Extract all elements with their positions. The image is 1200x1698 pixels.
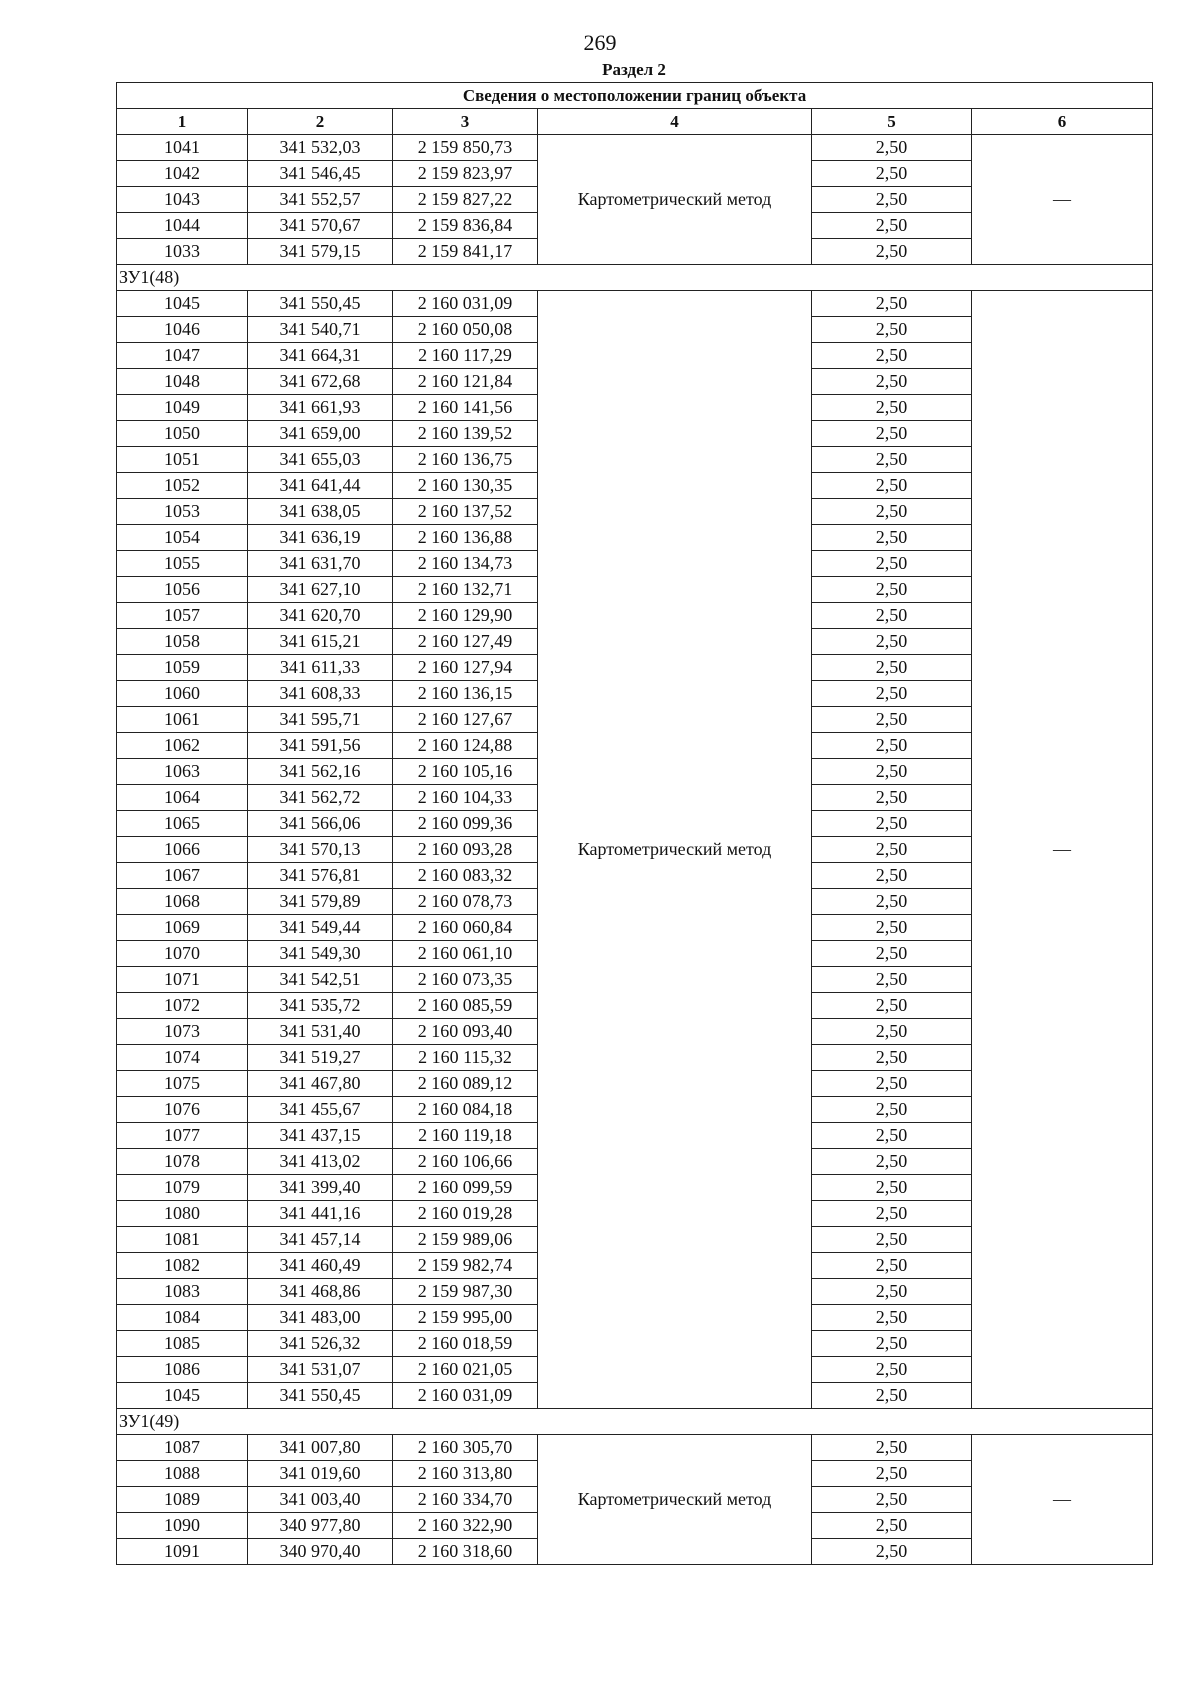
y-coordinate-cell: 2 159 850,73 xyxy=(393,135,538,161)
point-number-cell: 1056 xyxy=(117,577,248,603)
point-number-cell: 1045 xyxy=(117,291,248,317)
y-coordinate-cell: 2 160 134,73 xyxy=(393,551,538,577)
x-coordinate-cell: 341 579,89 xyxy=(248,889,393,915)
precision-cell: 2,50 xyxy=(812,863,972,889)
point-number-cell: 1042 xyxy=(117,161,248,187)
precision-cell: 2,50 xyxy=(812,1461,972,1487)
point-number-cell: 1086 xyxy=(117,1357,248,1383)
y-coordinate-cell: 2 160 093,40 xyxy=(393,1019,538,1045)
precision-cell: 2,50 xyxy=(812,1201,972,1227)
method-cell: Картометрический метод xyxy=(538,1435,812,1565)
y-coordinate-cell: 2 160 136,75 xyxy=(393,447,538,473)
precision-cell: 2,50 xyxy=(812,733,972,759)
precision-cell: 2,50 xyxy=(812,551,972,577)
y-coordinate-cell: 2 159 995,00 xyxy=(393,1305,538,1331)
x-coordinate-cell: 341 579,15 xyxy=(248,239,393,265)
section-title: Раздел 2 xyxy=(602,60,666,79)
point-number-cell: 1053 xyxy=(117,499,248,525)
x-coordinate-cell: 341 631,70 xyxy=(248,551,393,577)
point-number-cell: 1069 xyxy=(117,915,248,941)
table-row xyxy=(117,291,1153,317)
x-coordinate-cell: 341 591,56 xyxy=(248,733,393,759)
precision-cell: 2,50 xyxy=(812,1045,972,1071)
precision-cell: 2,50 xyxy=(812,161,972,187)
table-caption: Сведения о местоположении границ объекта xyxy=(117,83,1153,109)
column6-cell: — xyxy=(972,135,1153,265)
y-coordinate-cell: 2 160 104,33 xyxy=(393,785,538,811)
precision-cell: 2,50 xyxy=(812,499,972,525)
point-number-cell: 1045 xyxy=(117,1383,248,1409)
precision-cell: 2,50 xyxy=(812,603,972,629)
y-coordinate-cell: 2 160 127,94 xyxy=(393,655,538,681)
precision-cell: 2,50 xyxy=(812,1383,972,1409)
precision-cell: 2,50 xyxy=(812,655,972,681)
point-number-cell: 1088 xyxy=(117,1461,248,1487)
column-header: 2 xyxy=(248,109,393,135)
point-number-cell: 1078 xyxy=(117,1149,248,1175)
x-coordinate-cell: 341 019,60 xyxy=(248,1461,393,1487)
y-coordinate-cell: 2 160 031,09 xyxy=(393,291,538,317)
y-coordinate-cell: 2 160 139,52 xyxy=(393,421,538,447)
method-cell: Картометрический метод xyxy=(538,291,812,1409)
point-number-cell: 1073 xyxy=(117,1019,248,1045)
x-coordinate-cell: 341 664,31 xyxy=(248,343,393,369)
precision-cell: 2,50 xyxy=(812,1175,972,1201)
point-number-cell: 1071 xyxy=(117,967,248,993)
y-coordinate-cell: 2 160 132,71 xyxy=(393,577,538,603)
y-coordinate-cell: 2 160 019,28 xyxy=(393,1201,538,1227)
column-header-row xyxy=(117,109,1153,135)
point-number-cell: 1061 xyxy=(117,707,248,733)
group-label-row xyxy=(117,1409,1153,1435)
point-number-cell: 1062 xyxy=(117,733,248,759)
precision-cell: 2,50 xyxy=(812,915,972,941)
x-coordinate-cell: 341 576,81 xyxy=(248,863,393,889)
y-coordinate-cell: 2 160 136,15 xyxy=(393,681,538,707)
column-header: 5 xyxy=(812,109,972,135)
y-coordinate-cell: 2 159 982,74 xyxy=(393,1253,538,1279)
precision-cell: 2,50 xyxy=(812,369,972,395)
y-coordinate-cell: 2 159 841,17 xyxy=(393,239,538,265)
x-coordinate-cell: 341 636,19 xyxy=(248,525,393,551)
precision-cell: 2,50 xyxy=(812,213,972,239)
point-number-cell: 1051 xyxy=(117,447,248,473)
x-coordinate-cell: 341 526,32 xyxy=(248,1331,393,1357)
y-coordinate-cell: 2 160 099,59 xyxy=(393,1175,538,1201)
y-coordinate-cell: 2 160 084,18 xyxy=(393,1097,538,1123)
x-coordinate-cell: 341 570,13 xyxy=(248,837,393,863)
x-coordinate-cell: 341 413,02 xyxy=(248,1149,393,1175)
point-number-cell: 1041 xyxy=(117,135,248,161)
point-number-cell: 1048 xyxy=(117,369,248,395)
x-coordinate-cell: 341 531,07 xyxy=(248,1357,393,1383)
y-coordinate-cell: 2 160 061,10 xyxy=(393,941,538,967)
precision-cell: 2,50 xyxy=(812,1305,972,1331)
y-coordinate-cell: 2 160 099,36 xyxy=(393,811,538,837)
precision-cell: 2,50 xyxy=(812,343,972,369)
precision-cell: 2,50 xyxy=(812,187,972,213)
x-coordinate-cell: 341 562,72 xyxy=(248,785,393,811)
y-coordinate-cell: 2 160 083,32 xyxy=(393,863,538,889)
precision-cell: 2,50 xyxy=(812,1097,972,1123)
x-coordinate-cell: 341 546,45 xyxy=(248,161,393,187)
point-number-cell: 1087 xyxy=(117,1435,248,1461)
y-coordinate-cell: 2 160 121,84 xyxy=(393,369,538,395)
point-number-cell: 1075 xyxy=(117,1071,248,1097)
point-number-cell: 1059 xyxy=(117,655,248,681)
x-coordinate-cell: 341 003,40 xyxy=(248,1487,393,1513)
precision-cell: 2,50 xyxy=(812,135,972,161)
column6-cell: — xyxy=(972,1435,1153,1565)
precision-cell: 2,50 xyxy=(812,1357,972,1383)
x-coordinate-cell: 340 970,40 xyxy=(248,1539,393,1565)
x-coordinate-cell: 341 552,57 xyxy=(248,187,393,213)
precision-cell: 2,50 xyxy=(812,1487,972,1513)
y-coordinate-cell: 2 160 305,70 xyxy=(393,1435,538,1461)
precision-cell: 2,50 xyxy=(812,1019,972,1045)
point-number-cell: 1033 xyxy=(117,239,248,265)
y-coordinate-cell: 2 160 124,88 xyxy=(393,733,538,759)
group-label-row xyxy=(117,265,1153,291)
point-number-cell: 1085 xyxy=(117,1331,248,1357)
point-number-cell: 1049 xyxy=(117,395,248,421)
point-number-cell: 1081 xyxy=(117,1227,248,1253)
y-coordinate-cell: 2 159 823,97 xyxy=(393,161,538,187)
precision-cell: 2,50 xyxy=(812,1071,972,1097)
x-coordinate-cell: 341 007,80 xyxy=(248,1435,393,1461)
y-coordinate-cell: 2 160 130,35 xyxy=(393,473,538,499)
point-number-cell: 1046 xyxy=(117,317,248,343)
y-coordinate-cell: 2 160 021,05 xyxy=(393,1357,538,1383)
precision-cell: 2,50 xyxy=(812,811,972,837)
precision-cell: 2,50 xyxy=(812,395,972,421)
point-number-cell: 1044 xyxy=(117,213,248,239)
precision-cell: 2,50 xyxy=(812,1149,972,1175)
x-coordinate-cell: 341 483,00 xyxy=(248,1305,393,1331)
x-coordinate-cell: 341 608,33 xyxy=(248,681,393,707)
precision-cell: 2,50 xyxy=(812,941,972,967)
x-coordinate-cell: 341 627,10 xyxy=(248,577,393,603)
point-number-cell: 1060 xyxy=(117,681,248,707)
precision-cell: 2,50 xyxy=(812,1227,972,1253)
point-number-cell: 1055 xyxy=(117,551,248,577)
x-coordinate-cell: 341 542,51 xyxy=(248,967,393,993)
y-coordinate-cell: 2 160 089,12 xyxy=(393,1071,538,1097)
precision-cell: 2,50 xyxy=(812,1279,972,1305)
page-number: 269 xyxy=(583,30,617,55)
x-coordinate-cell: 341 531,40 xyxy=(248,1019,393,1045)
precision-cell: 2,50 xyxy=(812,291,972,317)
precision-cell: 2,50 xyxy=(812,707,972,733)
x-coordinate-cell: 341 441,16 xyxy=(248,1201,393,1227)
x-coordinate-cell: 341 549,30 xyxy=(248,941,393,967)
point-number-cell: 1079 xyxy=(117,1175,248,1201)
point-number-cell: 1068 xyxy=(117,889,248,915)
x-coordinate-cell: 341 659,00 xyxy=(248,421,393,447)
y-coordinate-cell: 2 159 836,84 xyxy=(393,213,538,239)
precision-cell: 2,50 xyxy=(812,447,972,473)
x-coordinate-cell: 341 467,80 xyxy=(248,1071,393,1097)
y-coordinate-cell: 2 160 060,84 xyxy=(393,915,538,941)
precision-cell: 2,50 xyxy=(812,525,972,551)
point-number-cell: 1070 xyxy=(117,941,248,967)
x-coordinate-cell: 341 595,71 xyxy=(248,707,393,733)
y-coordinate-cell: 2 160 318,60 xyxy=(393,1539,538,1565)
x-coordinate-cell: 341 655,03 xyxy=(248,447,393,473)
x-coordinate-cell: 341 519,27 xyxy=(248,1045,393,1071)
precision-cell: 2,50 xyxy=(812,681,972,707)
y-coordinate-cell: 2 160 050,08 xyxy=(393,317,538,343)
x-coordinate-cell: 341 672,68 xyxy=(248,369,393,395)
y-coordinate-cell: 2 160 117,29 xyxy=(393,343,538,369)
column-header: 6 xyxy=(972,109,1153,135)
method-cell: Картометрический метод xyxy=(538,135,812,265)
point-number-cell: 1064 xyxy=(117,785,248,811)
y-coordinate-cell: 2 160 313,80 xyxy=(393,1461,538,1487)
y-coordinate-cell: 2 160 106,66 xyxy=(393,1149,538,1175)
x-coordinate-cell: 341 570,67 xyxy=(248,213,393,239)
column6-cell: — xyxy=(972,291,1153,1409)
x-coordinate-cell: 341 641,44 xyxy=(248,473,393,499)
precision-cell: 2,50 xyxy=(812,759,972,785)
precision-cell: 2,50 xyxy=(812,1539,972,1565)
point-number-cell: 1067 xyxy=(117,863,248,889)
point-number-cell: 1074 xyxy=(117,1045,248,1071)
x-coordinate-cell: 341 468,86 xyxy=(248,1279,393,1305)
point-number-cell: 1089 xyxy=(117,1487,248,1513)
point-number-cell: 1043 xyxy=(117,187,248,213)
precision-cell: 2,50 xyxy=(812,239,972,265)
x-coordinate-cell: 341 460,49 xyxy=(248,1253,393,1279)
y-coordinate-cell: 2 160 093,28 xyxy=(393,837,538,863)
precision-cell: 2,50 xyxy=(812,317,972,343)
precision-cell: 2,50 xyxy=(812,967,972,993)
x-coordinate-cell: 341 620,70 xyxy=(248,603,393,629)
x-coordinate-cell: 341 562,16 xyxy=(248,759,393,785)
point-number-cell: 1076 xyxy=(117,1097,248,1123)
point-number-cell: 1082 xyxy=(117,1253,248,1279)
point-number-cell: 1052 xyxy=(117,473,248,499)
precision-cell: 2,50 xyxy=(812,993,972,1019)
column-header: 3 xyxy=(393,109,538,135)
precision-cell: 2,50 xyxy=(812,1123,972,1149)
boundary-coordinates-table xyxy=(116,82,1153,1565)
precision-cell: 2,50 xyxy=(812,421,972,447)
table-body xyxy=(117,135,1153,1565)
y-coordinate-cell: 2 160 127,49 xyxy=(393,629,538,655)
point-number-cell: 1057 xyxy=(117,603,248,629)
precision-cell: 2,50 xyxy=(812,629,972,655)
precision-cell: 2,50 xyxy=(812,785,972,811)
point-number-cell: 1084 xyxy=(117,1305,248,1331)
x-coordinate-cell: 341 455,67 xyxy=(248,1097,393,1123)
column-header: 4 xyxy=(538,109,812,135)
y-coordinate-cell: 2 160 141,56 xyxy=(393,395,538,421)
x-coordinate-cell: 341 399,40 xyxy=(248,1175,393,1201)
point-number-cell: 1072 xyxy=(117,993,248,1019)
point-number-cell: 1063 xyxy=(117,759,248,785)
y-coordinate-cell: 2 160 085,59 xyxy=(393,993,538,1019)
y-coordinate-cell: 2 160 073,35 xyxy=(393,967,538,993)
table-row xyxy=(117,1435,1153,1461)
point-number-cell: 1058 xyxy=(117,629,248,655)
point-number-cell: 1047 xyxy=(117,343,248,369)
precision-cell: 2,50 xyxy=(812,837,972,863)
y-coordinate-cell: 2 160 334,70 xyxy=(393,1487,538,1513)
point-number-cell: 1083 xyxy=(117,1279,248,1305)
precision-cell: 2,50 xyxy=(812,1435,972,1461)
y-coordinate-cell: 2 160 119,18 xyxy=(393,1123,538,1149)
x-coordinate-cell: 341 566,06 xyxy=(248,811,393,837)
y-coordinate-cell: 2 160 127,67 xyxy=(393,707,538,733)
x-coordinate-cell: 341 550,45 xyxy=(248,1383,393,1409)
x-coordinate-cell: 341 638,05 xyxy=(248,499,393,525)
group-label: ЗУ1(49) xyxy=(117,1409,1153,1435)
y-coordinate-cell: 2 160 137,52 xyxy=(393,499,538,525)
x-coordinate-cell: 341 437,15 xyxy=(248,1123,393,1149)
point-number-cell: 1077 xyxy=(117,1123,248,1149)
point-number-cell: 1065 xyxy=(117,811,248,837)
y-coordinate-cell: 2 160 018,59 xyxy=(393,1331,538,1357)
y-coordinate-cell: 2 159 987,30 xyxy=(393,1279,538,1305)
y-coordinate-cell: 2 159 827,22 xyxy=(393,187,538,213)
point-number-cell: 1090 xyxy=(117,1513,248,1539)
y-coordinate-cell: 2 160 031,09 xyxy=(393,1383,538,1409)
x-coordinate-cell: 341 611,33 xyxy=(248,655,393,681)
precision-cell: 2,50 xyxy=(812,1253,972,1279)
y-coordinate-cell: 2 160 078,73 xyxy=(393,889,538,915)
point-number-cell: 1066 xyxy=(117,837,248,863)
y-coordinate-cell: 2 159 989,06 xyxy=(393,1227,538,1253)
y-coordinate-cell: 2 160 105,16 xyxy=(393,759,538,785)
column-header: 1 xyxy=(117,109,248,135)
point-number-cell: 1054 xyxy=(117,525,248,551)
x-coordinate-cell: 341 540,71 xyxy=(248,317,393,343)
y-coordinate-cell: 2 160 136,88 xyxy=(393,525,538,551)
point-number-cell: 1080 xyxy=(117,1201,248,1227)
point-number-cell: 1050 xyxy=(117,421,248,447)
x-coordinate-cell: 340 977,80 xyxy=(248,1513,393,1539)
group-label: ЗУ1(48) xyxy=(117,265,1153,291)
y-coordinate-cell: 2 160 129,90 xyxy=(393,603,538,629)
precision-cell: 2,50 xyxy=(812,1331,972,1357)
table-row xyxy=(117,135,1153,161)
x-coordinate-cell: 341 661,93 xyxy=(248,395,393,421)
x-coordinate-cell: 341 532,03 xyxy=(248,135,393,161)
precision-cell: 2,50 xyxy=(812,889,972,915)
x-coordinate-cell: 341 550,45 xyxy=(248,291,393,317)
precision-cell: 2,50 xyxy=(812,1513,972,1539)
x-coordinate-cell: 341 615,21 xyxy=(248,629,393,655)
x-coordinate-cell: 341 535,72 xyxy=(248,993,393,1019)
y-coordinate-cell: 2 160 115,32 xyxy=(393,1045,538,1071)
precision-cell: 2,50 xyxy=(812,577,972,603)
y-coordinate-cell: 2 160 322,90 xyxy=(393,1513,538,1539)
point-number-cell: 1091 xyxy=(117,1539,248,1565)
x-coordinate-cell: 341 457,14 xyxy=(248,1227,393,1253)
precision-cell: 2,50 xyxy=(812,473,972,499)
x-coordinate-cell: 341 549,44 xyxy=(248,915,393,941)
